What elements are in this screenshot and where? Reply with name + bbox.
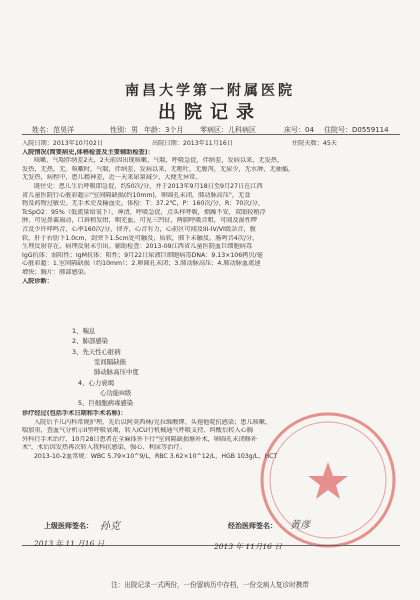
admission-line: 既往史：患儿生后呼吸即急促，约50次/分，并于2013年9月18日至9月27日在江西 bbox=[34, 182, 263, 190]
admission-line: 增快；胸片：肺部感染。 bbox=[22, 268, 91, 276]
discharge-date: 出院日期：2013年11月16日 bbox=[152, 140, 233, 147]
diagnosis-subitem: 心功能III级 bbox=[100, 389, 132, 397]
record-number: 住院号：D0559114 bbox=[324, 126, 389, 134]
admission-line: TcSpO2：95%（低流量给氧下），神清，呼吸急促，点头样呼吸，烦躁不安，双眼较稍浮 bbox=[22, 208, 266, 216]
treatment-line: 入院后予儿内科常规护理，先后以阿莫西林/克拉维酸钾、头孢他啶抗感染；患儿咳嗽、 bbox=[34, 418, 272, 426]
diagnosis-item: 3、先天性心脏病 bbox=[72, 348, 121, 356]
upper-doctor-date: 2013 年 11 月16 日 bbox=[34, 539, 105, 548]
diagnosis-item: 5、巨细胞病毒感染 bbox=[78, 399, 134, 407]
diagnosis-item: 4、心力衰竭 bbox=[78, 379, 115, 387]
treatment-line: 喘加重，查血气分析示II型呼吸衰竭，转入ICU行机械通气呼吸支持、纠酸后转入心胸 bbox=[22, 427, 253, 435]
patient-gender: 性别：男 bbox=[110, 126, 138, 134]
treatment-line: 术"，术后因发热再次转入我科抗感染，强心、利尿等治疗。 bbox=[22, 444, 186, 452]
patient-age: 年龄：3个月 bbox=[144, 126, 184, 134]
treatment-line: 外科行手术治疗，10月28日患者在全麻体外下行"室间隔缺损修补术，卵圆孔未闭修补 bbox=[22, 435, 258, 443]
treatment-header: 诊疗经过(包括手术日期和手术名称)： bbox=[22, 410, 127, 417]
admission-line: 省儿童医院行心脏彩超示"室间隔缺损(约10mm)，卵圆孔未闭，肺动脉高压"，无食 bbox=[22, 191, 251, 199]
footer-note: 注：出院记录一式两份，一份留病历中存档，一份交病人复诊时携带 bbox=[111, 581, 309, 589]
admission-line: 心脏彩超：1.室间隔缺损（约10mm）；2.卵圆孔未闭；3.肺动脉高压；4.肺动脉血流速 bbox=[22, 260, 261, 268]
attending-doctor-signature: 黄彦 bbox=[290, 520, 310, 531]
hospital-days: 住院天数：45天 bbox=[292, 140, 337, 147]
admission-line: 无发热，病程中，患儿精神差，近一天来尿量减少，大便无异常。 bbox=[22, 174, 202, 182]
diagnosis-subitem: 室间隔缺损 bbox=[94, 358, 126, 366]
admission-line: 发热，无热，无。咳嗽时，气喘，伴纳差，发病以来，无呕吐，无腹泻，无尿少，无水肿，无抽搐， bbox=[22, 165, 295, 173]
dates-row bbox=[22, 140, 402, 149]
upper-doctor-signature: 孙克 bbox=[100, 521, 120, 532]
patient-name: 姓名：范昊洋 bbox=[32, 126, 74, 134]
diagnosis-subitem: 肺动脉高压中度 bbox=[94, 368, 139, 376]
admission-line: 肿，可见鼻翼扇动，口唇稍发绀，咽充血，可见三凹征，两肺呼吸音粗，可闻及湿性啰 bbox=[22, 217, 258, 225]
attending-doctor-label: 经治医师签名： bbox=[228, 522, 277, 530]
admission-header: 入院情况(简要病史,体格检查及主要辅助检查)： bbox=[22, 148, 154, 156]
admission-line: 软，肝于右肋下1.0cm，剑突下1.5cm处可触及，质软，肺下未触及。肠鸣音4次/分， bbox=[22, 234, 259, 242]
document-title: 出院记录 bbox=[158, 102, 262, 123]
diagnosis-header: 入院诊断： bbox=[22, 277, 53, 285]
admission-line: 音及少许哮鸣音，心率160次/分，律齐，心音有力，心前区可闻及III-IV/VI级杂音，腹 bbox=[22, 225, 256, 233]
admission-line: IgG抗体：弱阳性；IgM抗体：阳性；9月22日尿液巨细胞病毒DNA：9.13×106拷贝/毫 bbox=[22, 251, 263, 259]
upper-doctor-label: 上级医师签名： bbox=[44, 522, 93, 530]
hospital-name: 南昌大学第一附属医院 bbox=[125, 83, 295, 99]
admission-line: 咳嗽、气喘伴纳差2天，2天前因出现咳嗽、气喘，呼吸急促，伴纳差，发病以来，无发热， bbox=[34, 157, 284, 165]
admission-line: 生理反射存在，病理反射未引出。辅助检查：2013-09江西省儿童医院血巨细胞病毒 bbox=[22, 243, 253, 251]
record-body bbox=[22, 140, 402, 286]
admit-date: 入院日期：2013年10月02日 bbox=[22, 140, 103, 147]
treatment-section bbox=[22, 410, 402, 462]
diagnosis-item: 2、肺部感染 bbox=[72, 337, 109, 345]
header-rule bbox=[22, 134, 400, 135]
treatment-line: 2013-10-2血常规：WBC 5.79×10^9/L，RBC 3.62×10^12/L，HGB 103g/L，HCT bbox=[34, 452, 278, 460]
bed-number: 床号：04 bbox=[284, 126, 314, 134]
admission-line: 物及药物过敏史。无手术史及输血史。体检：T：37.2℃，P：160次/分，R：70次/分， bbox=[22, 200, 265, 208]
patient-ward: 零病区：儿科病区 bbox=[200, 126, 256, 134]
attending-doctor-date: 2013 年 11月16 日 bbox=[214, 542, 282, 551]
diagnosis-item: 1、喘息 bbox=[72, 327, 96, 335]
